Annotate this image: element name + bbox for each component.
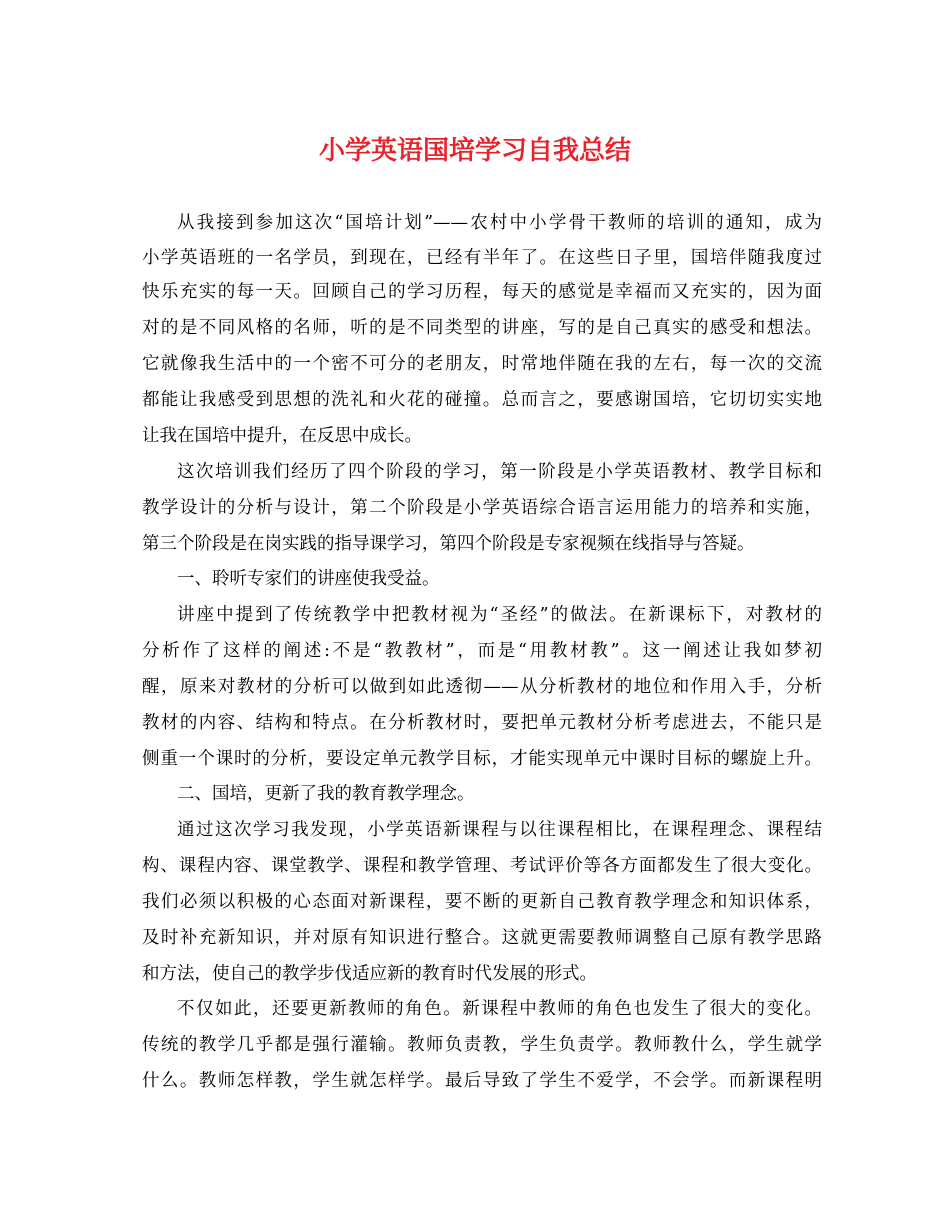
text-line: 从我接到参加这次“国培计划”——农村中小学骨干教师的培训的通知，成为 bbox=[177, 213, 822, 233]
text-line: 小学英语班的一名学员，到现在，已经有半年了。在这些日子里，国培伴随我度过 bbox=[142, 248, 822, 268]
text-line: 不仅如此，还要更新教师的角色。新课程中教师的角色也发生了很大的变化。 bbox=[177, 999, 822, 1019]
text-line: 讲座中提到了传统教学中把教材视为“圣经”的做法。在新课标下，对教材的 bbox=[177, 605, 822, 625]
section-heading: 二、国培，更新了我的教育教学理念。 bbox=[177, 784, 475, 804]
text-line: 第三个阶段是在岗实践的指导课学习，第四个阶段是专家视频在线指导与答疑。 bbox=[142, 534, 755, 554]
document-title: 小学英语国培学习自我总结 bbox=[318, 136, 631, 166]
text-line: 对的是不同风格的名师，听的是不同类型的讲座，写的是自己真实的感受和想法。 bbox=[142, 318, 822, 338]
text-line: 侧重一个课时的分析，要设定单元教学目标，才能实现单元中课时目标的螺旋上升。 bbox=[142, 749, 822, 769]
text-line: 快乐充实的每一天。回顾自己的学习历程，每天的感觉是幸福而又充实的，因为面 bbox=[142, 282, 822, 302]
text-line: 醒，原来对教材的分析可以做到如此透彻——从分析教材的地位和作用入手，分析 bbox=[142, 677, 822, 697]
text-line: 及时补充新知识，并对原有知识进行整合。这就更需要教师调整自己原有教学思路 bbox=[142, 928, 822, 948]
text-line: 我们必须以积极的心态面对新课程，要不断的更新自己教育教学理念和知识体系， bbox=[142, 892, 822, 912]
section-heading: 一、聆听专家们的讲座使我受益。 bbox=[177, 569, 440, 589]
text-line: 和方法，使自己的教学步伐适应新的教育时代发展的形式。 bbox=[142, 964, 597, 984]
text-line: 让我在国培中提升，在反思中成长。 bbox=[142, 426, 422, 446]
text-line: 都能让我感受到思想的洗礼和火花的碰撞。总而言之，要感谢国培，它切切实实地 bbox=[142, 390, 822, 410]
text-line: 构、课程内容、课堂教学、课程和教学管理、考试评价等各方面都发生了很大变化。 bbox=[142, 856, 822, 876]
text-line: 什么。教师怎样教，学生就怎样学。最后导致了学生不爱学，不会学。而新课程明 bbox=[142, 1071, 822, 1091]
text-line: 它就像我生活中的一个密不可分的老朋友，时常地伴随在我的左右，每一次的交流 bbox=[142, 354, 822, 374]
text-line: 教学设计的分析与设计，第二个阶段是小学英语综合语言运用能力的培养和实施， bbox=[142, 498, 822, 518]
text-line: 分析作了这样的阐述:不是“教教材”，而是“用教材教”。这一阐述让我如梦初 bbox=[142, 641, 822, 661]
text-line: 传统的教学几乎都是强行灌输。教师负责教，学生负责学。教师教什么，学生就学 bbox=[142, 1035, 822, 1055]
text-line: 这次培训我们经历了四个阶段的学习，第一阶段是小学英语教材、教学目标和 bbox=[177, 462, 822, 482]
text-line: 教材的内容、结构和特点。在分析教材时，要把单元教材分析考虑进去，不能只是 bbox=[142, 713, 822, 733]
text-line: 通过这次学习我发现，小学英语新课程与以往课程相比，在课程理念、课程结 bbox=[177, 820, 822, 840]
